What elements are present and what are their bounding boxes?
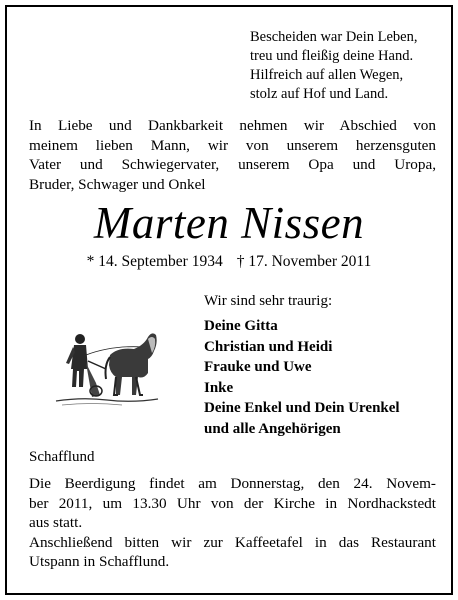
mourners-list [204, 316, 400, 439]
poem-line: Hilfreich auf allen Wegen, [250, 67, 404, 83]
mourner-name: und alle Angehörigen [204, 420, 341, 437]
funeral-line: aus statt. [29, 514, 83, 531]
funeral-line: ber 2011, um 13.30 Uhr von der Kirche in Nordhackstedt [29, 494, 436, 512]
mourners-heading: Wir sind sehr traurig: [204, 293, 333, 309]
mourner-name: Inke [204, 379, 234, 396]
intro-line: In Liebe und Dankbarkeit nehmen wir Abschied von [29, 117, 436, 134]
funeral-line: Utspann in Schafflund. [29, 553, 170, 570]
poem [250, 28, 445, 104]
funeral-line: Die Beerdigung findet am Donnerstag, den 24. Novem- [29, 475, 436, 492]
funeral-info [29, 474, 436, 572]
intro-text [29, 116, 436, 194]
mourner-name: Christian und Heidi [204, 338, 333, 355]
funeral-line: Anschließend bitten wir zur Kaffeetafel in das Restaurant [29, 533, 436, 551]
mourner-name: Frauke und Uwe [204, 359, 312, 375]
intro-line: Bruder, Schwager und Onkel [29, 175, 206, 193]
location: Schafflund [29, 449, 95, 465]
intro-line: meinem lieben Mann, wir von unserem herzensguten [29, 136, 436, 154]
farmer-with-horse-plough-icon [52, 325, 162, 409]
birth-date: * 14. September 1934 [86, 253, 223, 270]
poem-line: stolz auf Hof und Land. [250, 86, 389, 102]
intro-line: Vater und Schwiegervater, unserem Opa und Uropa, [29, 156, 436, 173]
poem-line: Bescheiden war Dein Leben, [250, 29, 418, 45]
obituary-notice [5, 5, 453, 595]
life-dates [7, 252, 451, 272]
mourner-name: Deine Enkel und Dein Urenkel [204, 400, 400, 416]
death-date: † 17. November 2011 [236, 253, 372, 270]
mourner-name: Deine Gitta [204, 318, 278, 334]
deceased-name: Marten Nissen [93, 198, 365, 248]
poem-line: treu und fleißig deine Hand. [250, 48, 414, 64]
